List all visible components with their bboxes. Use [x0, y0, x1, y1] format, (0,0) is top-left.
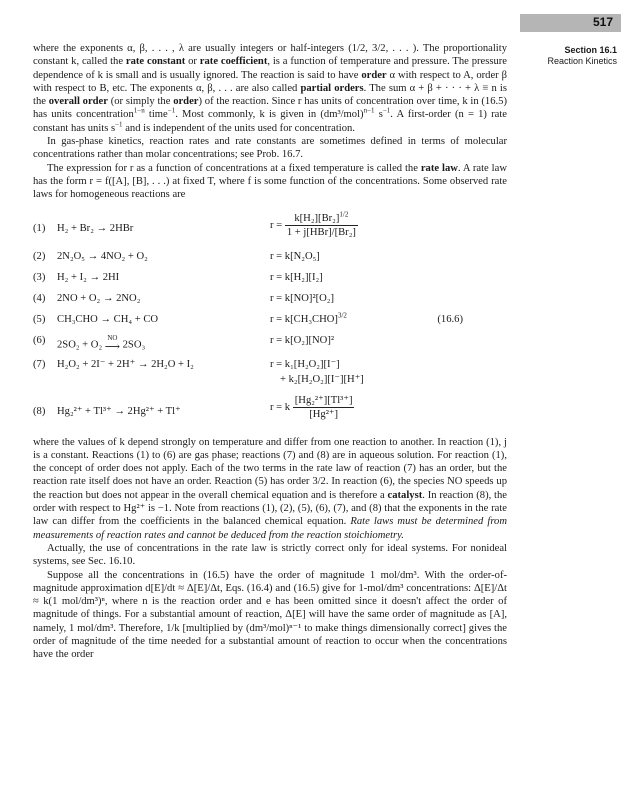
section-title: Reaction Kinetics — [547, 56, 617, 66]
rate-fraction-8: $\frac{\text{[Hg₂²⁺][Tl³⁺]}}{\text{[Hg²⁺]}}$ — [294, 394, 353, 420]
body-text — [33, 42, 507, 662]
paragraph-6: Suppose all the concentrations in (16.5) have the order of magnitude 1 mol/dm³. With the order-of-magnitude approximation d[E]/dt ≈ Δ[E]/Δt, Eqs. (16.4) and (16.5) give for 1-mol/dm³ concentrations: Δ[E]/Δt ≈ k(1 mol/dm³)ⁿ, where n is the reaction order and e has been omitted since it doesn't affect the order of magnitude of things. For a substantial amount of reaction, Δ[E] will have the same order of magnitude as [A], namely, 1 mol/dm³. Therefore, 1/k [multiplied by (dm³/mol)ⁿ⁻¹ to make things dimensionally correct] gives the order of magnitude of the time needed for a substantial amount of reaction to occur when the concentrations have the order — [33, 569, 507, 661]
equation-8: (8) Hg₂²⁺ + Tl³⁺ → 2Hg²⁺ + Tl⁺ r = k $\frac{\text{[Hg₂²⁺][Tl³⁺]}}{\text{[Hg²⁺]}}$ — [33, 394, 353, 420]
paragraph-4: where the values of k depend strongly on temperature and differ from one reaction to another. In reaction (1), j is a constant. Reactions (1) to (6) are gas phase; reactions (7) and (8) are in aqueous solution. For reaction (1), the concept of order does not apply. Each of the two terms in the rate law of reaction (7) has an order, but the reaction rate itself does not have an order. Reaction (5) has order 3/2. In reaction (6), the species NO speeds up the reaction but does not appear in the overall chemical equation and is therefore a catalyst. In reaction (8), the order with respect to Hg²⁺ is −1. Note from reactions (1), (2), (5), (6), (7), and (8) that the exponents in the rate law can differ from the coefficients in the balanced chemical equation. Rate laws must be determined from measurements of reaction rates and cannot be deduced from the reaction stoichiometry. — [33, 436, 508, 541]
rate-fraction-1: $\frac{k[H_2][Br_2]^{1/2}}{\text{1 + j[HBr]/[Br₂]}}$ — [286, 210, 356, 238]
equation-7: (7) H₂O₂ + 2I⁻ + 2H⁺ → 2H₂O + I₂ r = k₁[H₂O₂][I⁻] + k₂[H₂O₂][I⁻][H⁺] — [33, 358, 364, 385]
paragraph-5: Actually, the use of concentrations in the rate law is strictly correct only for ideal systems. For nonideal systems, see Sec. 16.10. — [33, 542, 507, 568]
page-number: 517 — [592, 15, 613, 29]
section-label: Section 16.1 — [564, 45, 617, 55]
equation-1: (1) H₂ + Br₂ → 2HBr r = $\frac{k[H_2][Br_2]^{1/2}}{\text{1 + j[HBr]/[Br₂]}}$ — [33, 210, 356, 238]
paragraph-3: The expression for r as a function of concentrations at a fixed temperature is called the rate law. A rate law has the form r = f([A], [B], . . .) at fixed T, where f is some function of the concentrations. Some observed rate laws for homogeneous reactions are — [33, 162, 507, 201]
equation-tag: (16.6) — [437, 313, 463, 325]
paragraph-1: where the exponents α, β, . . . , λ are usually integers or half-integers (1/2, 3/2, . . . ). The proportionality constant k, called the rate constant or rate coefficient, is a function of temperature and pressure. The pressure dependence of k is small and is usually ignored. The reaction is said to have order α with respect to A, order β with respect to B, etc. The exponents α, β, . . . are also called partial orders. The sum α + β + · · · + λ ≡ n is the overall order (or simply the order) of the reaction. Since r has units of concentration over time, k in (16.5) has units concentration$^{1-n}$ time$^{-1}$. Most commonly, k is given in $(dm^3/mol)^{n-1}$ $s^{-1}$. A first-order (n = 1) rate constant has units $s^{-1}$ and is independent of the units used for concentration. — [33, 43, 508, 134]
rate-law-equations: (1) H₂ + Br₂ → 2HBr r = $\frac{k[H_2][Br_2]^{1/2}}{\text{1 + j[HBr]/[Br₂]}}$ (2) 2N₂O₅ → 4NO₂ + O₂ r = k[N₂O₅] (3) H₂ + I₂ → 2HI r = k[H₂][I₂] (4) 2NO + O₂ → 2NO₂ r = k[NO]²[O₂] (5) CH₃CHO → CH₄ + CO $r = k[CH_3CHO]^{3/2}$ (16.6) (6) 2SO₂ + O₂ NO ⟶ 2SO₃ r = k[O₂][NO]² (7) H₂O₂ + 2I⁻ + 2H⁺ → 2H₂O + I₂ r = k₁[H₂O₂][I⁻] + k₂[H₂O₂][I⁻][H⁺] (8) Hg₂²⁺ + Tl³⁺ → 2Hg²⁺ + Tl⁺ r = k $\frac{\text{[Hg₂²⁺][Tl³⁺]}}{\text{[Hg²⁺]}}$ — [33, 208, 507, 434]
paragraph-2: In gas-phase kinetics, reaction rates and rate constants are sometimes defined in terms of molecular concentrations rather than molar concentrations; see Prob. 16.7. — [33, 136, 507, 161]
section-header — [547, 45, 617, 66]
